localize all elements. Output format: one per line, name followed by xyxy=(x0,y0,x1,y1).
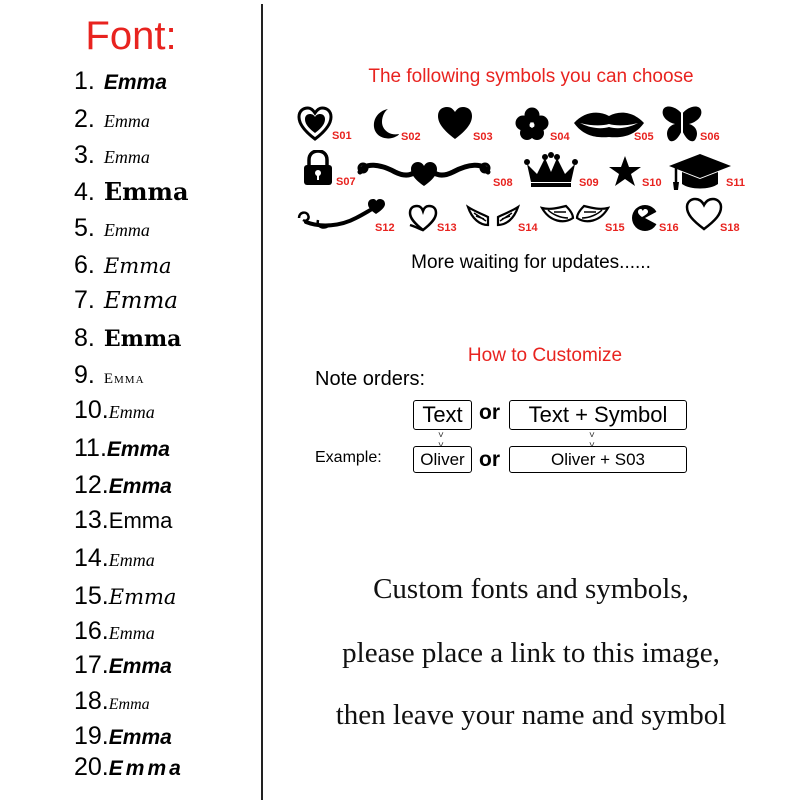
font-sample: Emma xyxy=(108,655,172,678)
symbol-s06[interactable] xyxy=(661,104,703,144)
font-sample: Emma xyxy=(108,550,155,570)
symbol-code: S03 xyxy=(473,131,493,143)
example-label: Example: xyxy=(315,449,382,466)
font-sample: Emma xyxy=(108,726,172,749)
font-number: 7. xyxy=(74,286,95,314)
font-number: 11. xyxy=(74,434,107,462)
symbol-s04[interactable] xyxy=(515,106,549,142)
font-number: 17. xyxy=(74,651,109,679)
font-sample: Emma xyxy=(103,220,150,240)
font-number: 4. xyxy=(74,178,95,206)
symbol-code: S05 xyxy=(634,131,654,143)
font-option-2[interactable] xyxy=(74,102,150,136)
font-number: 1. xyxy=(74,67,95,95)
font-option-9[interactable] xyxy=(74,358,145,392)
pacman-heart-icon xyxy=(630,203,660,233)
symbol-code: S18 xyxy=(720,222,740,234)
font-number: 14. xyxy=(74,544,109,572)
symbol-code: S02 xyxy=(401,131,421,143)
symbol-s10[interactable] xyxy=(608,155,642,189)
font-sample: Emma xyxy=(108,402,155,422)
font-number: 12. xyxy=(74,471,109,499)
font-number: 10. xyxy=(74,396,109,424)
crescent-moon-icon xyxy=(368,107,400,141)
font-number: 3. xyxy=(74,141,95,169)
font-number: 20. xyxy=(74,753,109,781)
symbol-code: S15 xyxy=(605,222,625,234)
column-divider xyxy=(261,4,263,800)
font-option-12[interactable] xyxy=(74,468,172,502)
padlock-icon xyxy=(300,150,336,186)
symbol-s07[interactable] xyxy=(300,150,336,186)
font-list-panel xyxy=(0,0,262,800)
font-option-18[interactable] xyxy=(74,684,150,718)
font-option-4[interactable] xyxy=(74,175,189,209)
clover-icon xyxy=(515,106,549,142)
crown-icon xyxy=(523,152,579,188)
symbol-code: S08 xyxy=(493,177,513,189)
font-number: 13. xyxy=(74,506,109,534)
custom-note-line-2: please place a link to this image, xyxy=(342,637,720,669)
font-number: 8. xyxy=(74,324,95,352)
font-option-20[interactable] xyxy=(74,750,184,784)
font-sample: Emma xyxy=(108,508,173,533)
symbol-s13[interactable] xyxy=(408,203,438,233)
font-sample: Emma xyxy=(103,71,167,94)
font-option-5[interactable] xyxy=(74,211,150,245)
symbol-s14[interactable] xyxy=(466,203,520,229)
heart-icon xyxy=(437,106,473,140)
font-number: 18. xyxy=(74,687,109,715)
font-sample: Emma xyxy=(103,177,189,206)
symbol-code: S16 xyxy=(659,222,679,234)
font-option-13[interactable] xyxy=(74,503,172,537)
symbol-s12[interactable] xyxy=(296,198,386,234)
or-label: or xyxy=(479,401,500,424)
text-symbol-box: Text + Symbol xyxy=(509,400,687,430)
font-sample: Emma xyxy=(108,696,150,713)
symbol-s08[interactable] xyxy=(355,154,493,190)
font-sample: Emma xyxy=(103,254,172,278)
font-number: 19. xyxy=(74,722,109,750)
font-option-11[interactable] xyxy=(74,431,170,465)
butterfly-icon xyxy=(661,104,703,144)
symbol-code: S10 xyxy=(642,177,662,189)
how-to-customize-title: How to Customize xyxy=(467,345,623,366)
heart-lock-icon xyxy=(297,106,333,142)
font-option-10[interactable] xyxy=(74,393,155,427)
font-number: 2. xyxy=(74,105,95,133)
note-orders-label: Note orders: xyxy=(315,368,426,390)
swirl-heart-icon xyxy=(296,198,386,234)
symbol-code: S11 xyxy=(726,177,745,189)
font-number: 15. xyxy=(74,582,109,610)
font-sample: Emma xyxy=(103,288,178,314)
font-option-14[interactable] xyxy=(74,541,155,575)
font-number: 5. xyxy=(74,214,95,242)
font-sample: Emma xyxy=(108,757,184,780)
chevron-down-icon: ˅ xyxy=(438,430,444,441)
wing-pair-icon xyxy=(466,203,520,229)
font-sample: Emma xyxy=(103,111,150,131)
font-sample: Emma xyxy=(106,438,170,461)
symbol-code: S07 xyxy=(336,176,356,188)
symbol-code: S09 xyxy=(579,177,599,189)
font-list-title: Font: xyxy=(85,14,177,58)
custom-note-line-3: then leave your name and symbol xyxy=(335,699,727,731)
text-box: Text xyxy=(413,400,472,430)
or-label: or xyxy=(479,448,500,471)
custom-note-line-1: Custom fonts and symbols, xyxy=(373,573,689,605)
font-option-3[interactable] xyxy=(74,138,150,172)
heart-outline-icon xyxy=(408,203,438,233)
symbol-s09[interactable] xyxy=(523,152,579,188)
symbol-s15[interactable] xyxy=(540,200,610,230)
font-sample: Emma xyxy=(108,475,172,498)
font-option-15[interactable] xyxy=(74,579,176,613)
star-icon xyxy=(608,155,642,189)
symbol-s16[interactable] xyxy=(630,203,660,233)
example-name-box: Oliver xyxy=(413,446,472,473)
font-option-16[interactable] xyxy=(74,614,155,648)
font-option-19[interactable] xyxy=(74,719,172,753)
font-number: 16. xyxy=(74,617,109,645)
symbol-code: S14 xyxy=(518,222,538,234)
more-updates-note: More waiting for updates...... xyxy=(411,252,651,273)
symbol-code: S06 xyxy=(700,131,720,143)
scroll-heart-icon xyxy=(355,154,493,190)
symbol-code: S04 xyxy=(550,131,570,143)
angel-wings-icon xyxy=(540,200,610,230)
font-number: 6. xyxy=(74,251,95,279)
symbol-s11[interactable] xyxy=(668,152,732,192)
font-sample: Emma xyxy=(103,147,150,167)
graduation-cap-icon xyxy=(668,152,732,192)
symbol-code: S13 xyxy=(437,222,457,234)
symbol-code: S01 xyxy=(332,130,352,142)
chevron-down-icon: ˅ xyxy=(589,430,595,441)
symbol-s02[interactable] xyxy=(368,107,400,141)
font-option-17[interactable] xyxy=(74,648,172,682)
font-option-8[interactable] xyxy=(74,321,181,355)
font-number: 9. xyxy=(74,361,95,389)
symbols-title: The following symbols you can choose xyxy=(368,66,694,87)
font-option-6[interactable] xyxy=(74,248,172,282)
symbol-s18[interactable] xyxy=(684,196,724,232)
symbol-code: S12 xyxy=(375,222,395,234)
symbol-s03[interactable] xyxy=(437,106,473,140)
font-sample: Emma xyxy=(103,371,145,387)
font-option-1[interactable] xyxy=(74,64,167,98)
symbol-s01[interactable] xyxy=(297,106,333,142)
example-name-symbol-box: Oliver + S03 xyxy=(509,446,687,473)
font-sample: Emma xyxy=(103,326,182,352)
font-sample: Emma xyxy=(108,623,155,643)
font-sample: Emma xyxy=(108,585,177,609)
heart-outline-icon xyxy=(684,196,724,232)
font-option-7[interactable] xyxy=(74,283,178,317)
